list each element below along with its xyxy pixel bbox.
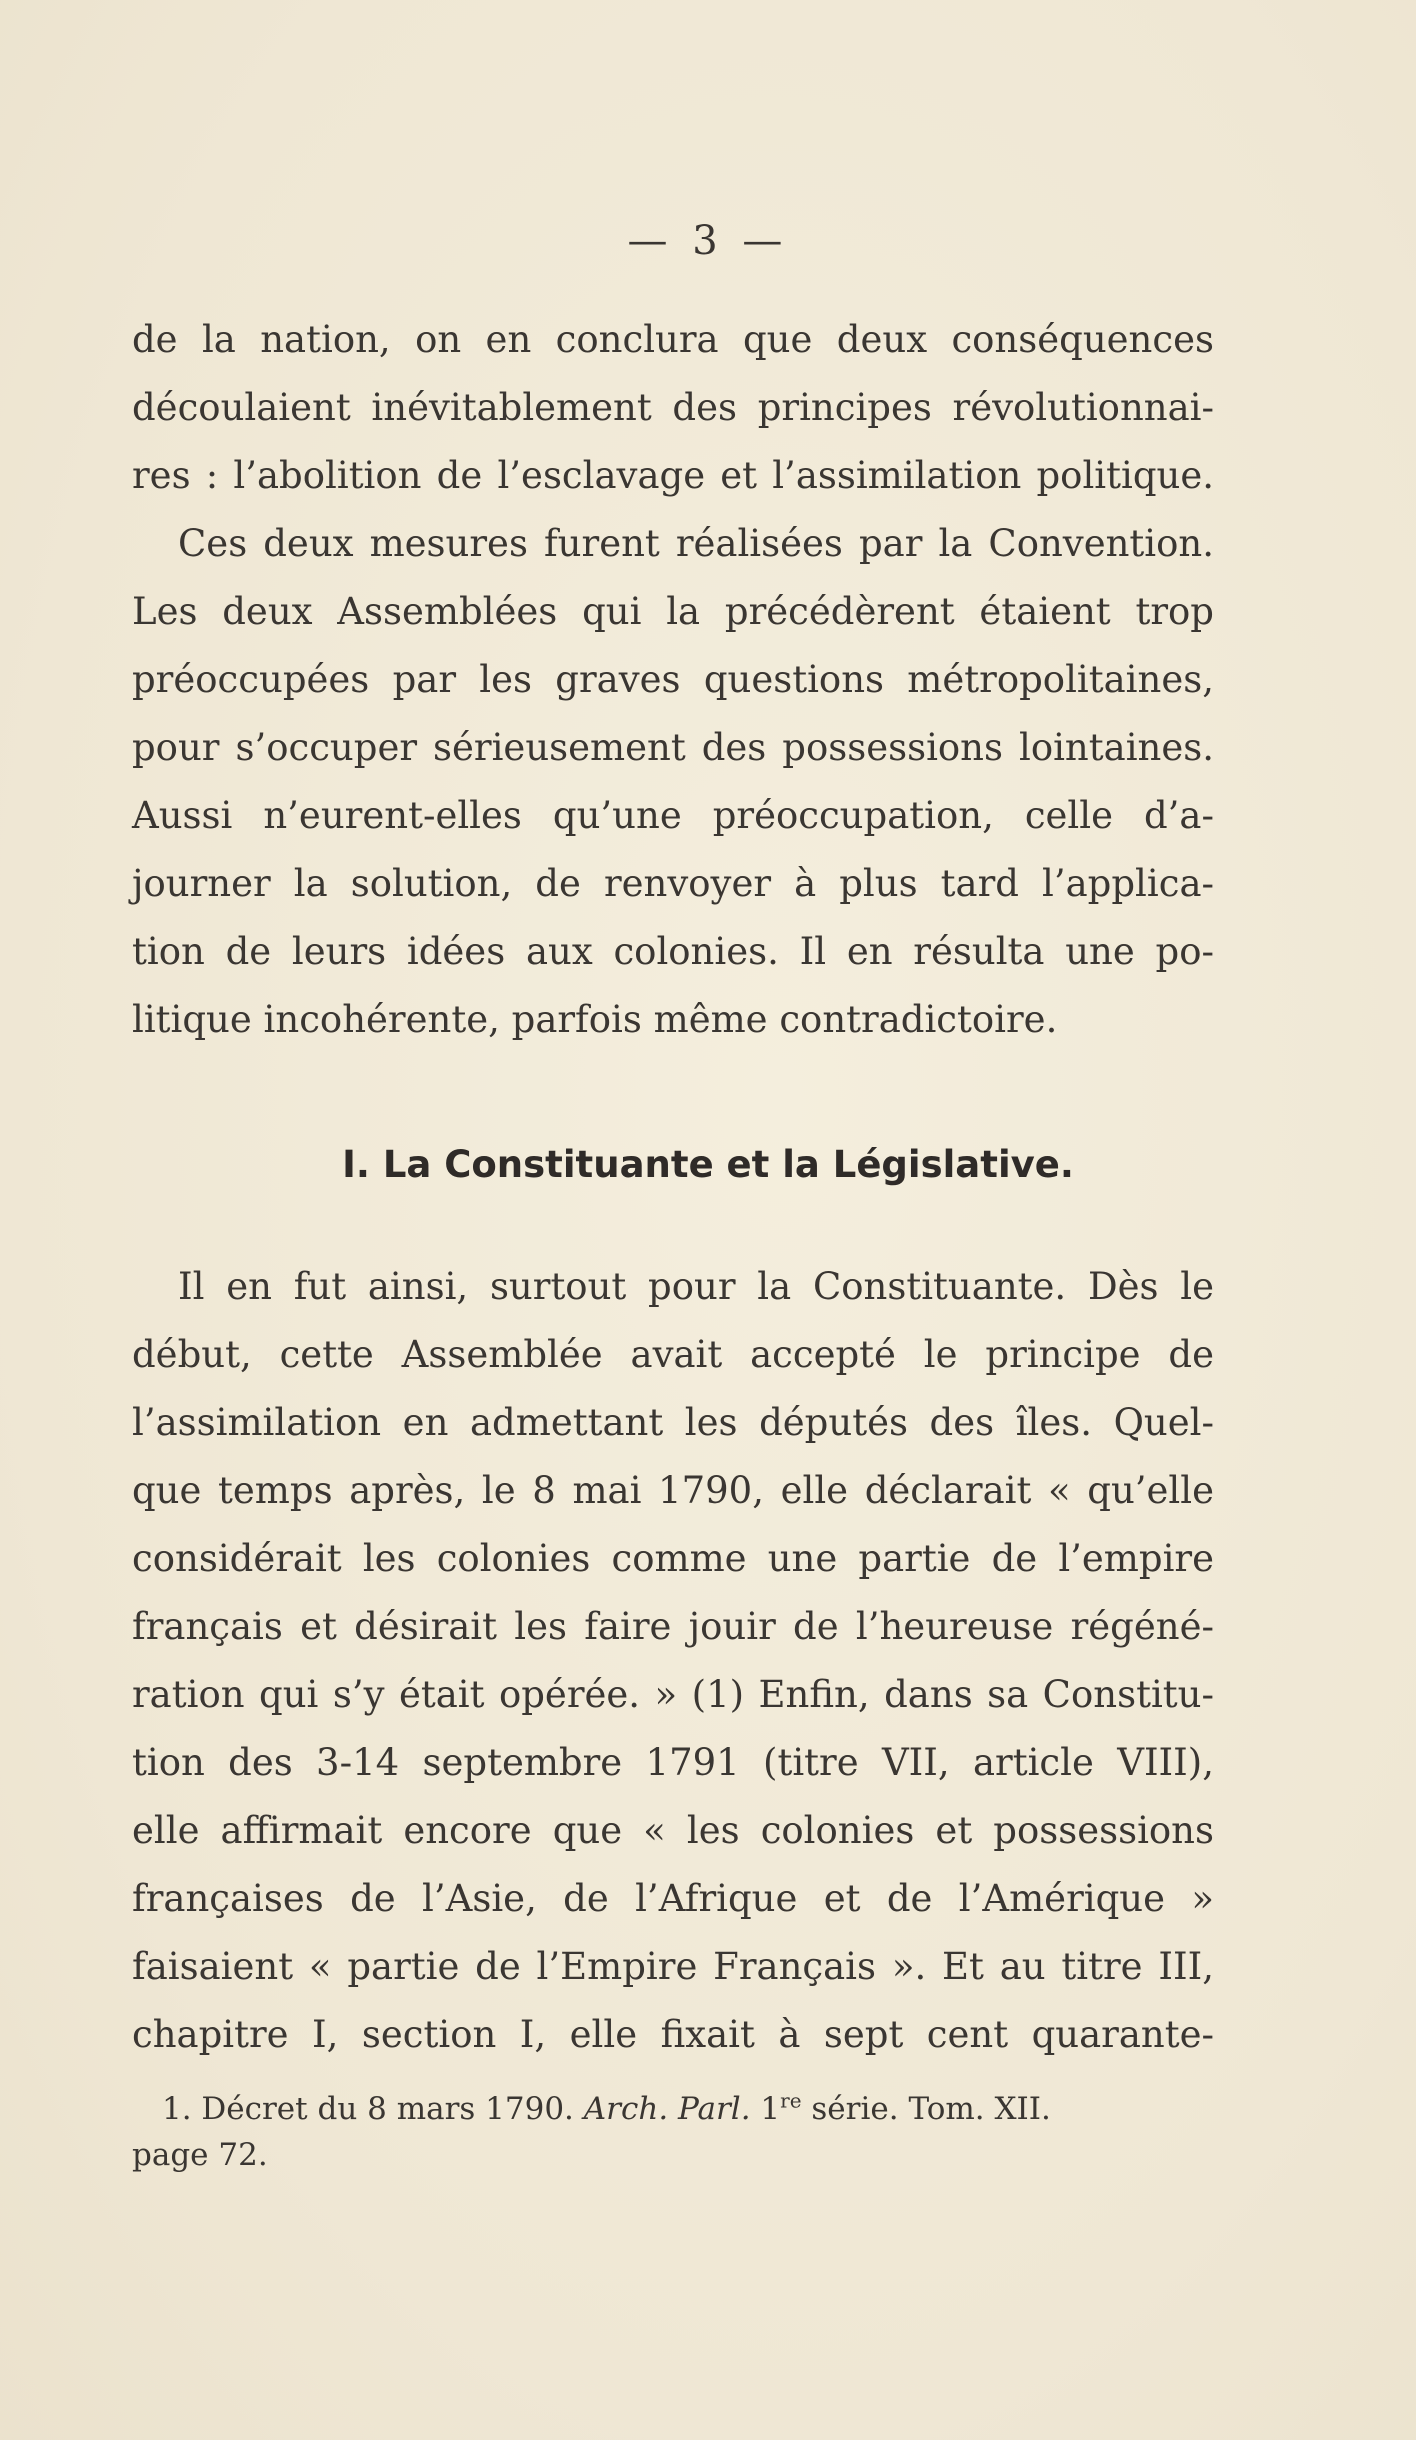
- text-line: Les deux Assemblées qui la précédèrent étaient trop: [132, 590, 1214, 633]
- text-line: litique incohérente, parfois même contradictoire.: [132, 998, 1058, 1041]
- text-line: considérait les colonies comme une partie de l’empire: [132, 1537, 1214, 1580]
- text-line: journer la solution, de renvoyer à plus tard l’applica-: [132, 862, 1214, 905]
- text-line: tion des 3-14 septembre 1791 (titre VII, article VIII),: [132, 1741, 1214, 1784]
- text-line: de la nation, on en conclura que deux conséquences: [132, 318, 1214, 361]
- text-line: préoccupées par les graves questions métropolitaines,: [132, 658, 1214, 701]
- footnote-superscript: re: [780, 2088, 802, 2113]
- paragraph-1: [132, 306, 1214, 1054]
- footnote-source: Arch. Parl.: [583, 2091, 751, 2127]
- text-line: l’assimilation en admettant les députés des îles. Quel-: [132, 1401, 1214, 1444]
- paragraph-2: [132, 1253, 1214, 2069]
- text-line: Ces deux mesures furent réalisées par la Convention.: [178, 522, 1214, 565]
- text-line: elle affirmait encore que « les colonies et possessions: [132, 1809, 1214, 1852]
- text-line: ration qui s’y était opérée. » (1) Enfin, dans sa Constitu-: [132, 1673, 1214, 1716]
- text-line: français et désirait les faire jouir de l’heureuse régéné-: [132, 1605, 1214, 1648]
- text-line: Aussi n’eurent-elles qu’une préoccupation, celle d’a-: [132, 794, 1214, 837]
- text-line: res : l’abolition de l’esclavage et l’assimilation politique.: [132, 454, 1214, 497]
- text-line: chapitre I, section I, elle fixait à sept cent quarante-: [132, 2013, 1214, 2056]
- footnote-line: [132, 2086, 1214, 2132]
- section-heading: I. La Constituante et la Législative.: [342, 1143, 1074, 1186]
- text-line: pour s’occuper sérieusement des possessions lointaines.: [132, 726, 1214, 769]
- text-line: françaises de l’Asie, de l’Afrique et de l’Amérique »: [132, 1877, 1214, 1920]
- text-line: faisaient « partie de l’Empire Français ». Et au titre III,: [132, 1945, 1214, 1988]
- text-line: que temps après, le 8 mai 1790, elle déclarait « qu’elle: [132, 1469, 1214, 1512]
- text-line: tion de leurs idées aux colonies. Il en résulta une po-: [132, 930, 1214, 973]
- text-line: découlaient inévitablement des principes révolutionnai-: [132, 386, 1214, 429]
- footnote-number: 1: [750, 2091, 781, 2127]
- footnote-prefix: 1. Décret du 8 mars 1790.: [162, 2091, 584, 2127]
- text-line: Il en fut ainsi, surtout pour la Constituante. Dès le: [178, 1265, 1214, 1308]
- text-line: début, cette Assemblée avait accepté le principe de: [132, 1333, 1214, 1376]
- footnote-line-2: page 72.: [132, 2137, 268, 2173]
- footnote: [132, 2086, 1214, 2178]
- footnote-suffix: série. Tom. XII.: [801, 2091, 1051, 2127]
- page-number: — 3 —: [627, 218, 789, 264]
